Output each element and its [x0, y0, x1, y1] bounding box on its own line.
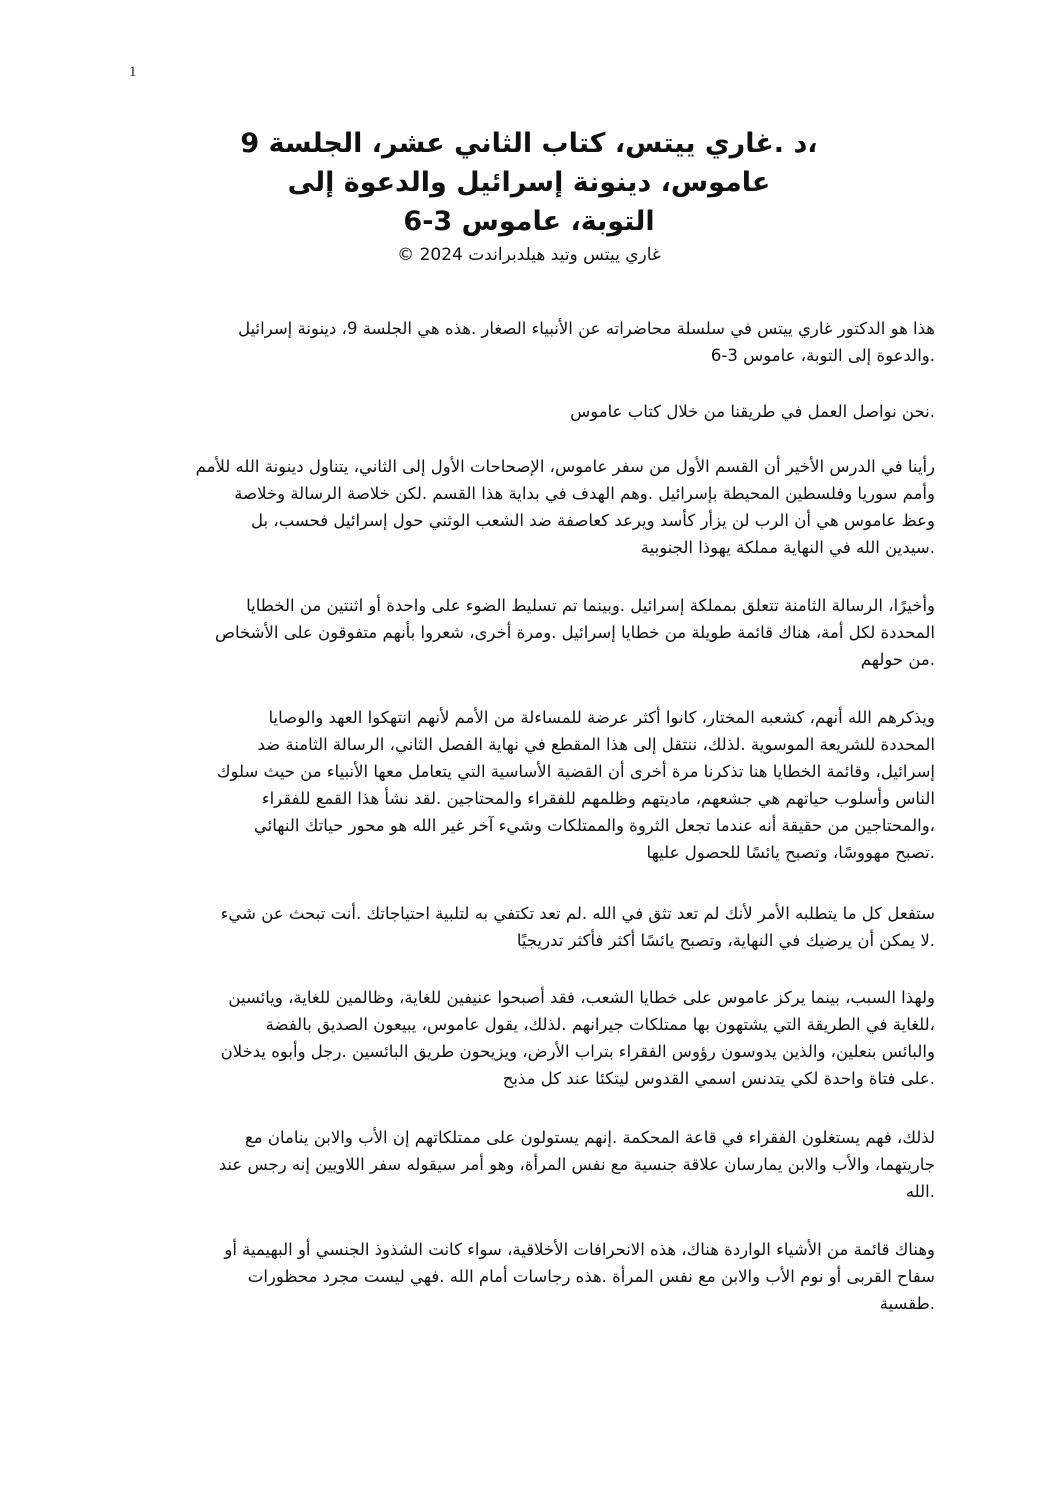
- paragraph-line: .نحن نواصل العمل في طريقنا من خلال كتاب عاموس: [570, 402, 935, 421]
- paragraph-line: وعظ عاموس هي أن الرب لن يزأر كأسد ويرعد كعاصفة ضد الشعب الوثني حول إسرائيل فحسب، بل: [251, 511, 935, 530]
- paragraph-line: .تصبح مهووسًا، وتصبح يائسًا للحصول عليها: [646, 843, 935, 862]
- paragraph-8: [120, 1124, 935, 1205]
- paragraph-line: جاريتهما، والأب والابن يمارسان علاقة جنسية مع نفس المرأة، وهو أمر سيقوله سفر اللاويين إنه رجس عند: [218, 1155, 935, 1174]
- paragraph-5: [120, 704, 935, 866]
- paragraph-line: .لا يمكن أن يرضيك في النهاية، وتصبح يائسًا أكثر فأكثر تدريجيًا: [516, 931, 935, 950]
- paragraph-line: .والدعوة إلى التوبة، عاموس 3-6: [710, 346, 935, 365]
- paragraph-line: إسرائيل، وقائمة الخطايا هنا تذكرنا مرة أخرى أن القضية الأساسية التي يتعامل معها الأنبياء من حيث سلوك: [216, 762, 935, 781]
- paragraph-line: ويذكرهم الله أنهم، كشعبه المختار، كانوا أكثر عرضة للمساءلة من الأمم لأنهم انتهكوا العهد والوصايا: [268, 708, 935, 727]
- paragraph-2: [120, 398, 935, 425]
- paragraph-line: .الله: [905, 1182, 935, 1201]
- paragraph-9: [120, 1236, 935, 1317]
- paragraph-line: وأمم سوريا وفلسطين المحيطة بإسرائيل .وهم الهدف في بداية هذا القسم .لكن خلاصة الرسالة وخلاصة: [234, 484, 935, 503]
- title-line-2: عاموس، دينونة إسرائيل والدعوة إلى: [287, 167, 771, 198]
- paragraph-line: رأينا في الدرس الأخير أن القسم الأول من سفر عاموس، الإصحاحات الأول إلى الثاني، يتناول دينونة الله للأمم: [195, 457, 935, 476]
- paragraph-line: الناس وأسلوب حياتهم هي جشعهم، ماديتهم وظلمهم للفقراء والمحتاجين .لقد نشأ هذا القمع للفقراء: [261, 789, 935, 808]
- paragraph-6: [120, 900, 935, 954]
- paragraph-line: وأخيرًا، الرسالة الثامنة تتعلق بمملكة إسرائيل .وبينما تم تسليط الضوء على واحدة أو اثنتين من الخطايا: [246, 596, 935, 615]
- title-line-3: التوبة، عاموس 3-6: [403, 206, 655, 237]
- paragraph-line: والبائس بنعلين، والذين يدوسون رؤوس الفقراء بتراب الأرض، ويزيحون طريق البائسين .رجل وأبوه يدخلان: [220, 1042, 935, 1061]
- paragraph-line: هذا هو الدكتور غاري ييتس في سلسلة محاضراته عن الأنبياء الصغار .هذه هي الجلسة 9، دينونة إسرائيل: [238, 319, 935, 338]
- paragraph-line: ،للغاية في الطريقة التي يشتهون بها ممتلكات جيرانهم .لذلك، يقول عاموس، يبيعون الصديق بالفضة: [265, 1015, 935, 1034]
- paragraph-line: وهناك قائمة من الأشياء الواردة هناك، هذه الانحرافات الأخلاقية، سواء كانت الشذوذ الجنسي أو البهيمية أو: [224, 1240, 935, 1259]
- paragraph-line: ولهذا السبب، بينما يركز عاموس على خطايا الشعب، فقد أصبحوا عنيفين للغاية، وظالمين للغاية، ويائسين: [228, 988, 935, 1007]
- paragraph-3: [120, 453, 935, 561]
- paragraph-line: ،والمحتاجين من حقيقة أنه عندما تجعل الثروة والممتلكات وشيء آخر غير الله هو محور حياتك النهائي: [253, 816, 935, 835]
- paragraph-line: المحددة لكل أمة، هناك قائمة طويلة من خطايا إسرائيل .ومرة أخرى، شعروا بأنهم متفوقون على الأشخاص: [215, 623, 935, 642]
- paragraph-line: المحددة للشريعة الموسوية .لذلك، ننتقل إلى هذا المقطع في نهاية الفصل الثاني، الرسالة الثامنة ضد: [257, 735, 935, 754]
- paragraph-7: [120, 984, 935, 1092]
- document-title: [150, 124, 908, 268]
- paragraph-line: .على فتاة واحدة لكي يتدنس اسمي القدوس ليتكئا عند كل مذبح: [502, 1069, 935, 1088]
- paragraph-line: لذلك، فهم يستغلون الفقراء في قاعة المحكمة .إنهم يستولون على ممتلكاتهم إن الأب والابن ينامان مع: [245, 1128, 935, 1147]
- paragraph-line: سفاح القربى أو نوم الأب والابن مع نفس المرأة .هذه رجاسات أمام الله .فهي ليست مجرد محظورات: [247, 1267, 935, 1286]
- page-number: 1: [129, 64, 137, 80]
- paragraph-line: .من حولهم: [860, 650, 935, 669]
- paragraph-line: .سيدين الله في النهاية مملكة يهوذا الجنوبية: [640, 538, 935, 557]
- title-line-1: ،د .غاري ييتس، كتاب الثاني عشر، الجلسة 9: [240, 128, 818, 159]
- paragraph-line: ستفعل كل ما يتطلبه الأمر لأنك لم تعد تثق في الله .لم تعد تكتفي به لتلبية احتياجاتك .أنت تبحث عن شيء: [220, 904, 935, 923]
- paragraph-4: [120, 592, 935, 673]
- copyright-line: غاري ييتس وتيد هيلدبراندت 2024 ©: [397, 245, 661, 265]
- paragraph-line: .طقسية: [879, 1294, 935, 1313]
- paragraph-1: [120, 315, 935, 369]
